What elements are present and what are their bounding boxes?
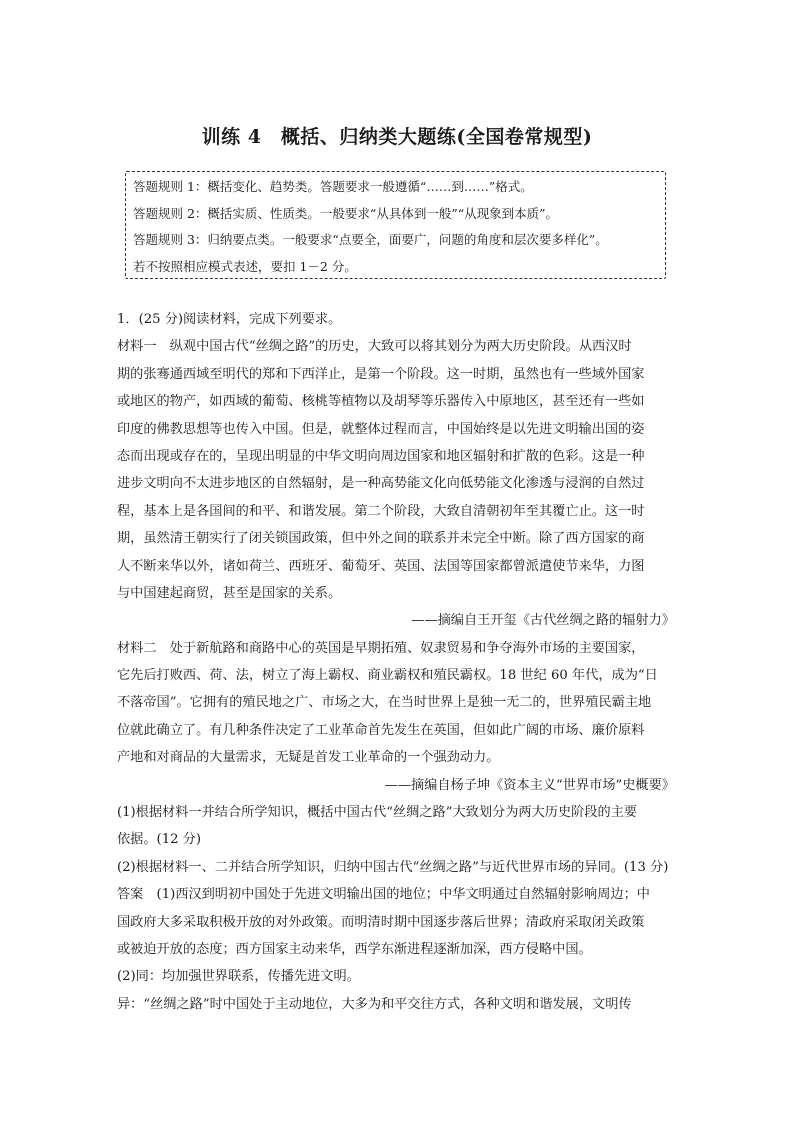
rule-line: 答题规则 1：概括变化、趋势类。答题要求一般遵循“……到……”格式。 xyxy=(133,179,533,194)
question-body xyxy=(117,306,677,1018)
sub-question-1: 依据。(12 分) xyxy=(117,832,202,848)
material-two-source: ——摘编自杨子坤《资本主义“世界市场”史概要》 xyxy=(384,777,675,793)
material-one-line: 材料一 纵观中国古代“丝绸之路”的历史，大致可以将其划分为两大历史阶段。从西汉时 xyxy=(117,339,632,355)
material-two-line: 位就此确立了。有几种条件决定了工业革命首先发生在英国，但如此广阔的市场、廉价原料 xyxy=(117,722,645,738)
material-two-line: 材料二 处于新航路和商路中心的英国是早期拓殖、奴隶贸易和争夺海外市场的主要国家， xyxy=(117,640,645,656)
material-one-line: 进步文明向不太进步地区的自然辐射，是一种高势能文化向低势能文化渗透与浸润的自然过 xyxy=(117,476,645,492)
answer-line: 答案 (1)西汉到明初中国处于先进文明输出国的地位；中华文明通过自然辐射影响周边；中 xyxy=(117,887,650,903)
material-one-line: 期的张骞通西域至明代的郑和下西洋止，是第一个阶段。这一时期，虽然也有一些域外国家 xyxy=(117,366,645,382)
material-one-source: ——摘编自王开玺《古代丝绸之路的辐射力》 xyxy=(411,613,675,629)
material-one-line: 期，虽然清王朝实行了闭关锁国政策，但中外之间的联系并未完全中断。除了西方国家的商 xyxy=(117,531,645,547)
material-one-line: 与中国建起商贸，甚至是国家的关系。 xyxy=(117,585,342,601)
material-one-line: 人不断来华以外，诸如荷兰、西班牙、葡萄牙、英国、法国等国家都曾派遣使节来华，力图 xyxy=(117,558,645,574)
answer-rules-box xyxy=(125,171,666,279)
rule-line: 答题规则 3：归纳要点类。一般要求“点要全，面要广，问题的角度和层次要多样化”。 xyxy=(133,232,608,247)
sub-question-2: (2)根据材料一、二并结合所学知识，归纳中国古代“丝绸之路”与近代世界市场的异同。(13 分) xyxy=(117,859,669,875)
answer-line: 国政府大多采取积极开放的对外政策。而明清时期中国逐步落后世界；清政府采取闭关政策 xyxy=(117,914,645,930)
material-two-line: 不落帝国”。它拥有的殖民地之广、市场之大，在当时世界上是独一无二的，世界殖民霸主地 xyxy=(117,695,652,711)
sub-question-1: (1)根据材料一并结合所学知识，概括中国古代“丝绸之路”大致划分为两大历史阶段的主要 xyxy=(117,805,638,821)
rule-line: 答题规则 2：概括实质、性质类。一般要求“从具体到一般”“从现象到本质”。 xyxy=(133,205,558,221)
page-title: 训练 4 概括、归纳类大题练(全国卷常规型) xyxy=(201,126,593,148)
material-one-line: 程，基本上是各国间的和平、和谐发展。第二个阶段，大致自清朝初年至其覆亡止。这一时 xyxy=(117,503,645,519)
material-one-line: 印度的佛教思想等也传入中国。但是，就整体过程而言，中国始终是以先进文明输出国的姿 xyxy=(117,421,645,437)
answer-line: (2)同：均加强世界联系，传播先进文明。 xyxy=(117,969,360,985)
question-stem: 1．(25 分)阅读材料，完成下列要求。 xyxy=(117,312,342,327)
material-two-line: 产地和对商品的大量需求，无疑是首发工业革命的一个强劲动力。 xyxy=(117,750,500,766)
answer-line: 异：“丝绸之路”时中国处于主动地位，大多为和平交往方式，各种文明和谐发展，文明传 xyxy=(117,996,632,1012)
material-two-line: 它先后打败西、荷、法，树立了海上霸权、商业霸权和殖民霸权。18 世纪 60 年代，成为“日 xyxy=(117,668,658,684)
material-one-line: 态而出现或存在的，呈现出明显的中华文明向周边国家和地区辐射和扩散的色彩。这是一种 xyxy=(117,448,645,464)
material-one-line: 或地区的物产，如西域的葡萄、核桃等植物以及胡琴等乐器传入中原地区，甚至还有一些如 xyxy=(117,394,645,410)
rule-line: 若不按照相应模式表述，要扣 1－2 分。 xyxy=(133,258,357,274)
answer-line: 或被迫开放的态度；西方国家主动来华，西学东渐进程逐渐加深，西方侵略中国。 xyxy=(117,941,592,957)
